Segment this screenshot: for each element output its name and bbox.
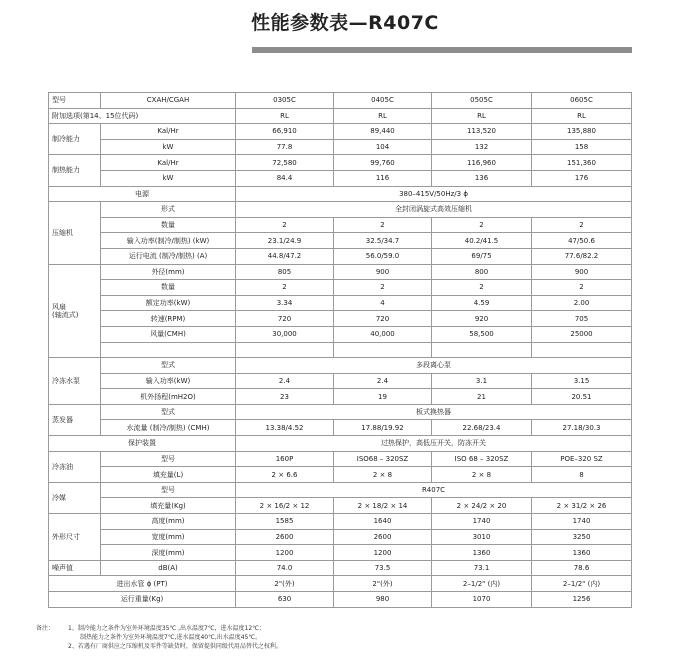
value-cell: 77.8 xyxy=(236,139,334,155)
row-item-label: 型号 xyxy=(101,482,236,498)
spec-row xyxy=(49,280,632,296)
value-cell: 135,880 xyxy=(532,124,632,140)
row-item-label: 输入功率(制冷/制热) (kW) xyxy=(101,233,236,249)
value-cell: 2 × 24/2 × 20 xyxy=(432,498,532,514)
value-cell: 900 xyxy=(334,264,432,280)
value-cell: 2 × 31/2 × 26 xyxy=(532,498,632,514)
row-group-label: 运行重量(Kg) xyxy=(49,592,236,608)
spec-row xyxy=(49,373,632,389)
value-cell: 176 xyxy=(532,170,632,186)
value-cell: 40.2/41.5 xyxy=(432,233,532,249)
value-cell: 3010 xyxy=(432,529,532,545)
row-item-label: CXAH/CGAH xyxy=(101,93,236,109)
value-cell: 0405C xyxy=(334,93,432,109)
value-cell xyxy=(532,342,632,358)
value-cell: 2.00 xyxy=(532,295,632,311)
spec-row xyxy=(49,451,632,467)
row-group-label: 压缩机 xyxy=(49,202,101,264)
row-group-label: 保护装置 xyxy=(49,436,236,452)
row-item-label: kW xyxy=(101,139,236,155)
value-cell: 3.15 xyxy=(532,373,632,389)
note-line: 制热能力之条件为室外环境温度7℃,进水温度40℃,出水温度45℃。 xyxy=(80,634,262,641)
spec-row xyxy=(49,217,632,233)
spec-row xyxy=(49,186,632,202)
value-cell: ISO68 – 320SZ xyxy=(334,451,432,467)
merged-value-cell: R407C xyxy=(236,482,632,498)
value-cell: 4.59 xyxy=(432,295,532,311)
row-item-label: 外径(mm) xyxy=(101,264,236,280)
merged-value-cell: 多段离心泵 xyxy=(236,358,632,374)
row-item-label: Kal/Hr xyxy=(101,124,236,140)
value-cell: 74.0 xyxy=(236,560,334,576)
row-item-label: 机外扬程(mH2O) xyxy=(101,389,236,405)
value-cell: 2"(外) xyxy=(236,576,334,592)
value-cell: 13.38/4.52 xyxy=(236,420,334,436)
page-title: 性能参数表—R407C xyxy=(251,12,439,34)
spec-row xyxy=(49,482,632,498)
value-cell: 4 xyxy=(334,295,432,311)
row-item-label: Kal/Hr xyxy=(101,155,236,171)
row-group-label: 蒸发器 xyxy=(49,404,101,435)
value-cell: 720 xyxy=(334,311,432,327)
spec-table-body xyxy=(49,93,632,608)
value-cell: 40,000 xyxy=(334,326,432,342)
note-line: 1、制冷能力之条件为室外环境温度35℃ ,出水温度7℃，进水温度12℃； xyxy=(68,625,265,632)
merged-value-cell: 过热保护，高低压开关，防冻开关 xyxy=(236,436,632,452)
value-cell: 2 xyxy=(432,217,532,233)
value-cell: 800 xyxy=(432,264,532,280)
value-cell: 99,760 xyxy=(334,155,432,171)
value-cell: 47/50.6 xyxy=(532,233,632,249)
value-cell: 3250 xyxy=(532,529,632,545)
value-cell: 920 xyxy=(432,311,532,327)
value-cell: 2600 xyxy=(334,529,432,545)
row-group-label: 冷冻油 xyxy=(49,451,101,482)
value-cell: 2–1/2" (内) xyxy=(432,576,532,592)
value-cell: 89,440 xyxy=(334,124,432,140)
value-cell: 0305C xyxy=(236,93,334,109)
value-cell: 1200 xyxy=(334,545,432,561)
spec-row xyxy=(49,514,632,530)
row-item-label: dB(A) xyxy=(101,560,236,576)
value-cell: 705 xyxy=(532,311,632,327)
value-cell: 113,520 xyxy=(432,124,532,140)
value-cell: 1360 xyxy=(532,545,632,561)
value-cell: 1256 xyxy=(532,592,632,608)
row-item-label: 宽度(mm) xyxy=(101,529,236,545)
row-item-label: 转速(RPM) xyxy=(101,311,236,327)
value-cell: 27.18/30.3 xyxy=(532,420,632,436)
spec-row xyxy=(49,124,632,140)
value-cell: 32.5/34.7 xyxy=(334,233,432,249)
spec-row xyxy=(49,248,632,264)
spec-row xyxy=(49,545,632,561)
value-cell xyxy=(432,342,532,358)
spec-row xyxy=(49,389,632,405)
value-cell: 44.8/47.2 xyxy=(236,248,334,264)
value-cell: 1585 xyxy=(236,514,334,530)
spec-row xyxy=(49,436,632,452)
value-cell: 0605C xyxy=(532,93,632,109)
spec-row xyxy=(49,467,632,483)
value-cell: 2 xyxy=(236,280,334,296)
value-cell: 17.88/19.92 xyxy=(334,420,432,436)
value-cell: 69/75 xyxy=(432,248,532,264)
value-cell: 2 × 18/2 × 14 xyxy=(334,498,432,514)
value-cell: 720 xyxy=(236,311,334,327)
value-cell: 2 × 6.6 xyxy=(236,467,334,483)
row-item-label: 数量 xyxy=(101,217,236,233)
value-cell: 2 xyxy=(432,280,532,296)
spec-row xyxy=(49,404,632,420)
value-cell: 23 xyxy=(236,389,334,405)
value-cell: 136 xyxy=(432,170,532,186)
spec-row xyxy=(49,498,632,514)
value-cell: 73.1 xyxy=(432,560,532,576)
value-cell: 2 xyxy=(532,217,632,233)
value-cell: 1200 xyxy=(236,545,334,561)
row-item-label xyxy=(101,342,236,358)
row-item-label: 水流量 (制冷/制热) (CMH) xyxy=(101,420,236,436)
value-cell: 66,910 xyxy=(236,124,334,140)
spec-row xyxy=(49,311,632,327)
value-cell: 72,580 xyxy=(236,155,334,171)
row-group-label: 外形尺寸 xyxy=(49,514,101,561)
spec-row xyxy=(49,155,632,171)
note-line: 2、若遇有厂商供应之压缩机及零件等缺货时，保留提供同级代用品替代之权利。 xyxy=(68,643,282,650)
row-item-label: kW xyxy=(101,170,236,186)
spec-row xyxy=(49,170,632,186)
value-cell: 2 xyxy=(334,280,432,296)
value-cell xyxy=(334,342,432,358)
spec-row xyxy=(49,139,632,155)
row-item-label: 风量(CMH) xyxy=(101,326,236,342)
row-group-label: 附加选项(第14、15位代码) xyxy=(49,108,236,124)
value-cell: 0505C xyxy=(432,93,532,109)
row-group-label: 电源 xyxy=(49,186,236,202)
row-item-label: 填充量(Kg) xyxy=(101,498,236,514)
value-cell: RL xyxy=(334,108,432,124)
value-cell xyxy=(236,342,334,358)
row-item-label: 运行电流 (制冷/制热) (A) xyxy=(101,248,236,264)
row-item-label: 数量 xyxy=(101,280,236,296)
value-cell: 2600 xyxy=(236,529,334,545)
row-item-label: 填充量(L) xyxy=(101,467,236,483)
row-item-label: 高度(mm) xyxy=(101,514,236,530)
value-cell: 1070 xyxy=(432,592,532,608)
merged-value-cell: 全封闭涡旋式高效压缩机 xyxy=(236,202,632,218)
row-item-label: 额定功率(kW) xyxy=(101,295,236,311)
spec-row xyxy=(49,592,632,608)
value-cell: RL xyxy=(236,108,334,124)
row-item-label: 型式 xyxy=(101,358,236,374)
row-group-label: 进出水管 ϕ (PT) xyxy=(49,576,236,592)
value-cell: 2 xyxy=(334,217,432,233)
row-group-label: 冷媒 xyxy=(49,482,101,513)
value-cell: 1640 xyxy=(334,514,432,530)
value-cell: 58,500 xyxy=(432,326,532,342)
value-cell: 116 xyxy=(334,170,432,186)
value-cell: 116,960 xyxy=(432,155,532,171)
value-cell: 2 × 8 xyxy=(432,467,532,483)
value-cell: 22.68/23.4 xyxy=(432,420,532,436)
value-cell: POE–320 SZ xyxy=(532,451,632,467)
value-cell: 104 xyxy=(334,139,432,155)
value-cell: RL xyxy=(532,108,632,124)
value-cell: 20.51 xyxy=(532,389,632,405)
spec-row xyxy=(49,420,632,436)
value-cell: 2 xyxy=(532,280,632,296)
row-item-label: 深度(mm) xyxy=(101,545,236,561)
value-cell: 2 xyxy=(236,217,334,233)
value-cell: 19 xyxy=(334,389,432,405)
spec-row xyxy=(49,295,632,311)
row-group-label: 制冷能力 xyxy=(49,124,101,155)
merged-value-cell: 380–415V/50Hz/3 ϕ xyxy=(236,186,632,202)
value-cell: RL xyxy=(432,108,532,124)
value-cell: 1740 xyxy=(432,514,532,530)
notes-heading: 备注： xyxy=(36,625,55,632)
value-cell: ISO 68 – 320SZ xyxy=(432,451,532,467)
value-cell: 73.5 xyxy=(334,560,432,576)
spec-row xyxy=(49,576,632,592)
spec-row xyxy=(49,202,632,218)
value-cell: 3.34 xyxy=(236,295,334,311)
row-item-label: 型号 xyxy=(101,451,236,467)
value-cell: 2 × 16/2 × 12 xyxy=(236,498,334,514)
spec-row xyxy=(49,358,632,374)
row-group-label: 制热能力 xyxy=(49,155,101,186)
value-cell: 132 xyxy=(432,139,532,155)
value-cell: 160P xyxy=(236,451,334,467)
row-item-label: 输入功率(kW) xyxy=(101,373,236,389)
value-cell: 23.1/24.9 xyxy=(236,233,334,249)
spec-row xyxy=(49,529,632,545)
value-cell: 158 xyxy=(532,139,632,155)
row-group-label: 冷冻水泵 xyxy=(49,358,101,405)
spec-row xyxy=(49,264,632,280)
value-cell: 2–1/2" (内) xyxy=(532,576,632,592)
value-cell: 805 xyxy=(236,264,334,280)
merged-value-cell: 板式换热器 xyxy=(236,404,632,420)
value-cell: 56.0/59.0 xyxy=(334,248,432,264)
spec-row xyxy=(49,326,632,342)
row-group-label: 型号 xyxy=(49,93,101,109)
row-item-label: 形式 xyxy=(101,202,236,218)
value-cell: 78.6 xyxy=(532,560,632,576)
value-cell: 2.4 xyxy=(334,373,432,389)
spec-row xyxy=(49,342,632,358)
spec-row xyxy=(49,233,632,249)
value-cell: 1740 xyxy=(532,514,632,530)
spec-row xyxy=(49,560,632,576)
row-item-label: 型式 xyxy=(101,404,236,420)
value-cell: 25000 xyxy=(532,326,632,342)
value-cell: 3.1 xyxy=(432,373,532,389)
value-cell: 151,360 xyxy=(532,155,632,171)
value-cell: 2.4 xyxy=(236,373,334,389)
value-cell: 30,000 xyxy=(236,326,334,342)
value-cell: 2"(外) xyxy=(334,576,432,592)
title-underline-bar xyxy=(252,47,632,53)
spec-row xyxy=(49,93,632,109)
value-cell: 630 xyxy=(236,592,334,608)
row-group-label: 风扇 (轴流式) xyxy=(49,264,101,358)
value-cell: 900 xyxy=(532,264,632,280)
spec-row xyxy=(49,108,632,124)
row-group-label: 噪声值 xyxy=(49,560,101,576)
performance-spec-table xyxy=(48,92,632,608)
value-cell: 21 xyxy=(432,389,532,405)
value-cell: 2 × 8 xyxy=(334,467,432,483)
value-cell: 980 xyxy=(334,592,432,608)
value-cell: 77.6/82.2 xyxy=(532,248,632,264)
value-cell: 84.4 xyxy=(236,170,334,186)
value-cell: 8 xyxy=(532,467,632,483)
value-cell: 1360 xyxy=(432,545,532,561)
